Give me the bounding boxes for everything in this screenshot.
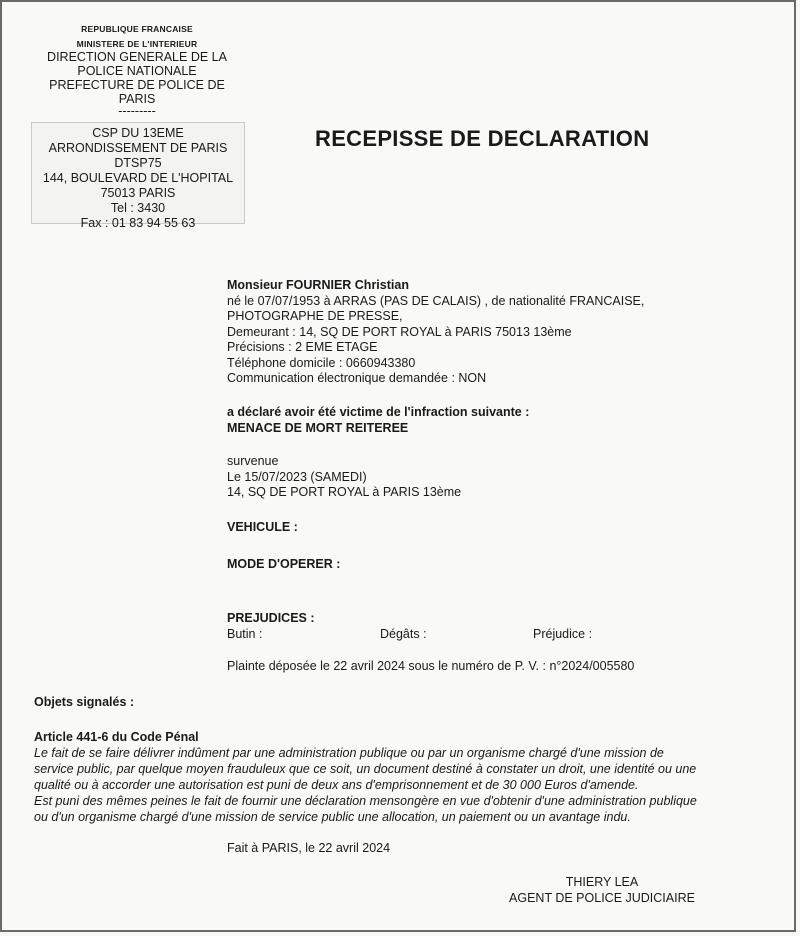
declarant-block <box>227 278 787 387</box>
office-line3: DTSP75 <box>114 156 162 170</box>
office-tel: Tel : 3430 <box>110 201 166 215</box>
done-at-line: Fait à PARIS, le 22 avril 2024 <box>227 841 391 855</box>
signatory-role: AGENT DE POLICE JUDICIAIRE <box>509 890 695 905</box>
article-line4: Est puni des mêmes peines le fait de fournir une déclaration mensongère en vue d'obtenir d'une administration publique <box>34 794 697 808</box>
declarant-profession: PHOTOGRAPHE DE PRESSE, <box>227 309 403 323</box>
article-title: Article 441-6 du Code Pénal <box>34 730 199 744</box>
occurred-place: 14, SQ DE PORT ROYAL à PARIS 13ème <box>227 485 462 499</box>
direction-line1: DIRECTION GENERALE DE LA <box>47 50 227 64</box>
declarant-birth: né le 07/07/1953 à ARRAS (PAS DE CALAIS) , de nationalité FRANCAISE, <box>227 293 645 308</box>
offense-intro: a déclaré avoir été victime de l'infraction suivante : <box>227 405 530 419</box>
degats-label: Dégâts : <box>380 627 427 641</box>
republic-label: REPUBLIQUE FRANCAISE <box>81 24 193 34</box>
butin-label: Butin : <box>227 627 263 641</box>
signatory-block <box>492 875 712 906</box>
signatory-name: THIERY LEA <box>565 875 639 889</box>
office-line2: ARRONDISSEMENT DE PARIS <box>48 141 228 155</box>
declarant-name: Monsieur FOURNIER Christian <box>227 278 409 292</box>
article-line5: ou d'un organisme chargé d'une mission de service public une allocation, un paiement ou un avantage indu. <box>34 810 631 824</box>
declarant-electronic: Communication électronique demandée : NON <box>227 371 487 385</box>
office-fax: Fax : 01 83 94 55 63 <box>80 216 196 230</box>
direction-line2: POLICE NATIONALE <box>77 64 197 78</box>
article-line2: service public, par quelque moyen frauduleux que ce soit, un document destiné à constater un droit, une identité ou une <box>34 762 697 776</box>
document-title: RECEPISSE DE DECLARATION <box>315 126 650 151</box>
occurrence-block <box>227 454 787 501</box>
complaint-line: Plainte déposée le 22 avril 2024 sous le numéro de P. V. : n°2024/005580 <box>227 659 635 673</box>
offense-name: MENACE DE MORT REITEREE <box>227 420 409 435</box>
occurred-date: Le 15/07/2023 (SAMEDI) <box>227 469 367 484</box>
occurred-label: survenue <box>227 454 279 468</box>
offense-block <box>227 405 787 436</box>
declarant-phone: Téléphone domicile : 0660943380 <box>227 355 416 370</box>
prejudices-title: PREJUDICES : <box>227 611 315 625</box>
header-separator: --------- <box>118 104 156 118</box>
ministry-label: MINISTERE DE L'INTERIEUR <box>76 39 198 49</box>
declarant-details: Précisions : 2 EME ETAGE <box>227 340 378 354</box>
office-line5: 75013 PARIS <box>100 186 176 200</box>
prejudice-label: Préjudice : <box>533 627 593 641</box>
header-block <box>37 24 237 116</box>
vehicle-label: VEHICULE : <box>227 520 298 534</box>
article-line3: qualité ou à accorder une autorisation est puni de deux ans d'emprisonnement et de 30 000 Euros d'amende. <box>34 778 639 792</box>
office-line1: CSP DU 13EME <box>92 126 184 140</box>
article-block <box>34 729 774 825</box>
office-line4: 144, BOULEVARD DE L'HOPITAL <box>42 171 234 185</box>
article-line1: Le fait de se faire délivrer indûment par une administration publique ou par un organisme chargé d'une mission de <box>34 746 664 760</box>
prefecture-line1: PREFECTURE DE POLICE DE <box>49 78 225 92</box>
objects-label: Objets signalés : <box>34 695 135 709</box>
prefecture-line2: PARIS <box>118 92 156 106</box>
office-box <box>31 122 245 230</box>
modus-label: MODE D'OPERER : <box>227 557 341 571</box>
declarant-address: Demeurant : 14, SQ DE PORT ROYAL à PARIS 75013 13ème <box>227 324 572 339</box>
